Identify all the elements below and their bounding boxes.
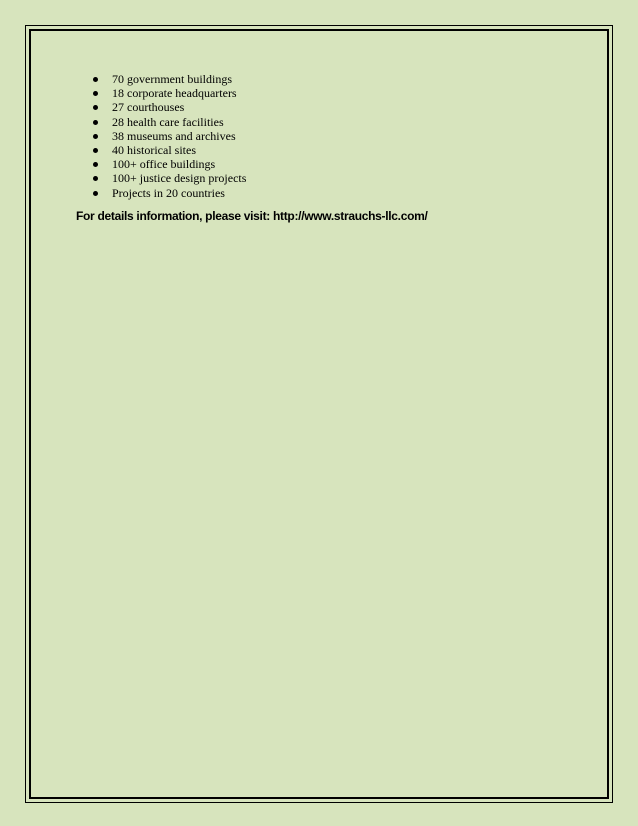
bullet-icon bbox=[93, 91, 98, 96]
list-item-text: Projects in 20 countries bbox=[112, 185, 225, 200]
list-item-text: 27 courthouses bbox=[112, 100, 185, 115]
bullet-icon bbox=[93, 134, 98, 139]
list-item bbox=[76, 129, 596, 143]
facts-list bbox=[76, 72, 596, 200]
bullet-icon bbox=[93, 162, 98, 167]
page-content bbox=[76, 72, 596, 235]
bullet-icon bbox=[93, 120, 98, 125]
bullet-icon bbox=[93, 176, 98, 181]
list-item bbox=[76, 100, 596, 114]
bullet-icon bbox=[93, 105, 98, 110]
list-item bbox=[76, 86, 596, 100]
bullet-icon bbox=[93, 148, 98, 153]
bullet-icon bbox=[93, 77, 98, 82]
bullet-icon bbox=[93, 191, 98, 196]
list-item bbox=[76, 143, 596, 157]
list-item bbox=[76, 72, 596, 86]
list-item-text: 38 museums and archives bbox=[112, 128, 236, 143]
list-item-text: 70 government buildings bbox=[112, 72, 232, 86]
list-item bbox=[76, 157, 596, 171]
list-item-text: 100+ justice design projects bbox=[112, 171, 247, 186]
list-item bbox=[76, 115, 596, 129]
list-item-text: 28 health care facilities bbox=[112, 114, 224, 129]
list-item bbox=[76, 186, 596, 200]
details-link-text: For details information, please visit: http://www.strauchs-llc.com/ bbox=[76, 208, 428, 223]
list-item-text: 40 historical sites bbox=[112, 143, 196, 158]
list-item-text: 100+ office buildings bbox=[112, 157, 216, 172]
list-item-text: 18 corporate headquarters bbox=[112, 86, 237, 101]
list-item bbox=[76, 171, 596, 185]
